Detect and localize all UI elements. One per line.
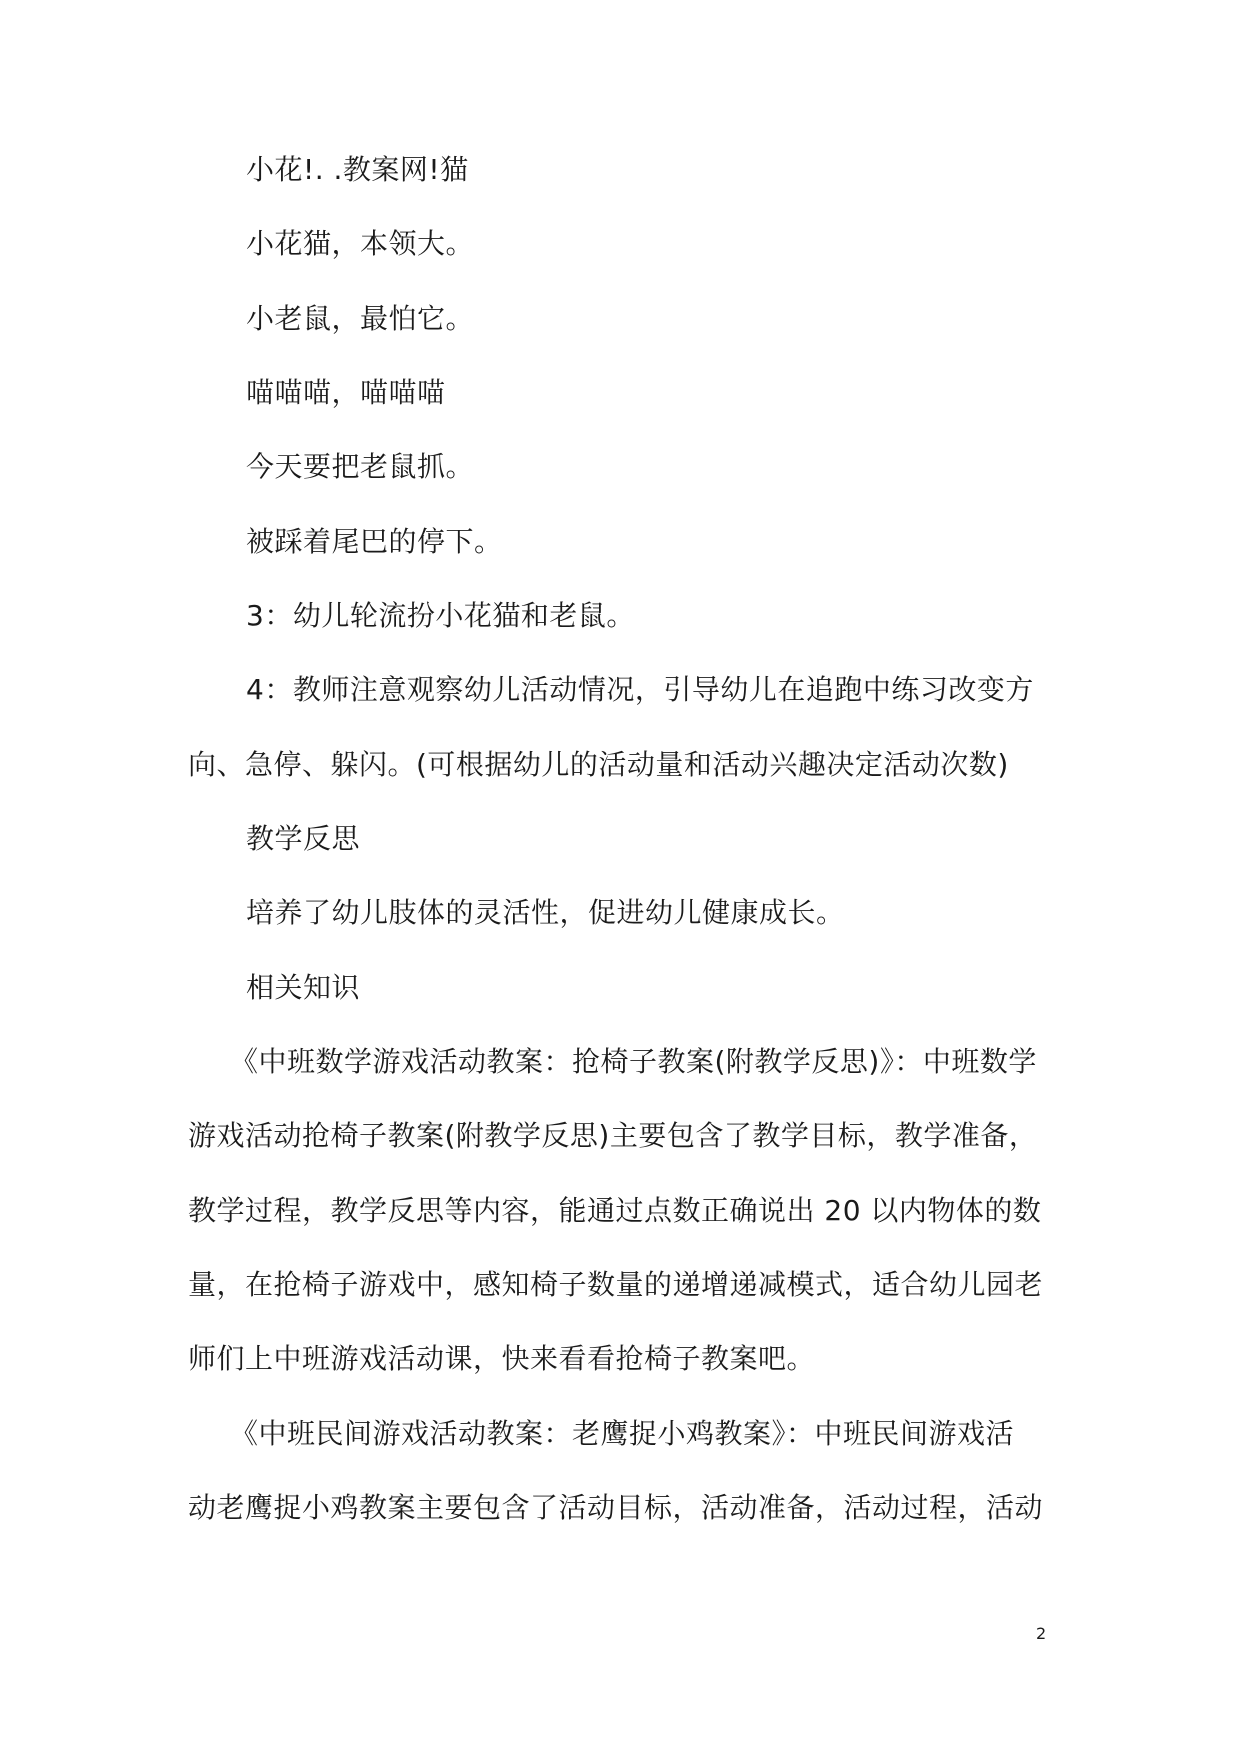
text-line: 今天要把老鼠抓。 (246, 450, 475, 483)
text-line: 游戏活动抢椅子教案(附教学反思)主要包含了教学目标，教学准备， (188, 1119, 1038, 1152)
text-line: 量，在抢椅子游戏中，感知椅子数量的递增递减模式，适合幼儿园老 (188, 1268, 1044, 1301)
text-line: 《中班数学游戏活动教案：抢椅子教案(附教学反思)》：中班数学 (230, 1045, 1037, 1078)
text-line: 《中班民间游戏活动教案：老鹰捉小鸡教案》：中班民间游戏活 (230, 1417, 1015, 1450)
text-line: 师们上中班游戏活动课，快来看看抢椅子教案吧。 (188, 1342, 816, 1375)
text-line: 3：幼儿轮流扮小花猫和老鼠。 (246, 599, 635, 632)
text-line: 被踩着尾巴的停下。 (246, 525, 503, 558)
text-line: 小花猫，本领大。 (246, 227, 475, 260)
text-line: 喵喵喵，喵喵喵 (246, 376, 446, 409)
section-heading: 教学反思 (246, 822, 361, 855)
text-line: 小老鼠，最怕它。 (246, 302, 475, 335)
text-line: 培养了幼儿肢体的灵活性，促进幼儿健康成长。 (246, 896, 845, 929)
text-line: 小花!. .教案网!猫 (246, 153, 469, 186)
text-line: 4：教师注意观察幼儿活动情况，引导幼儿在追跑中练习改变方 (246, 673, 1034, 706)
section-heading: 相关知识 (246, 971, 361, 1004)
text-line: 动老鹰捉小鸡教案主要包含了活动目标，活动准备，活动过程，活动 (188, 1491, 1044, 1524)
text-line: 向、急停、躲闪。(可根据幼儿的活动量和活动兴趣决定活动次数) (188, 748, 1009, 781)
text-line: 教学过程，教学反思等内容，能通过点数正确说出 20 以内物体的数 (188, 1194, 1042, 1227)
page-number: 2 (1036, 1624, 1047, 1643)
